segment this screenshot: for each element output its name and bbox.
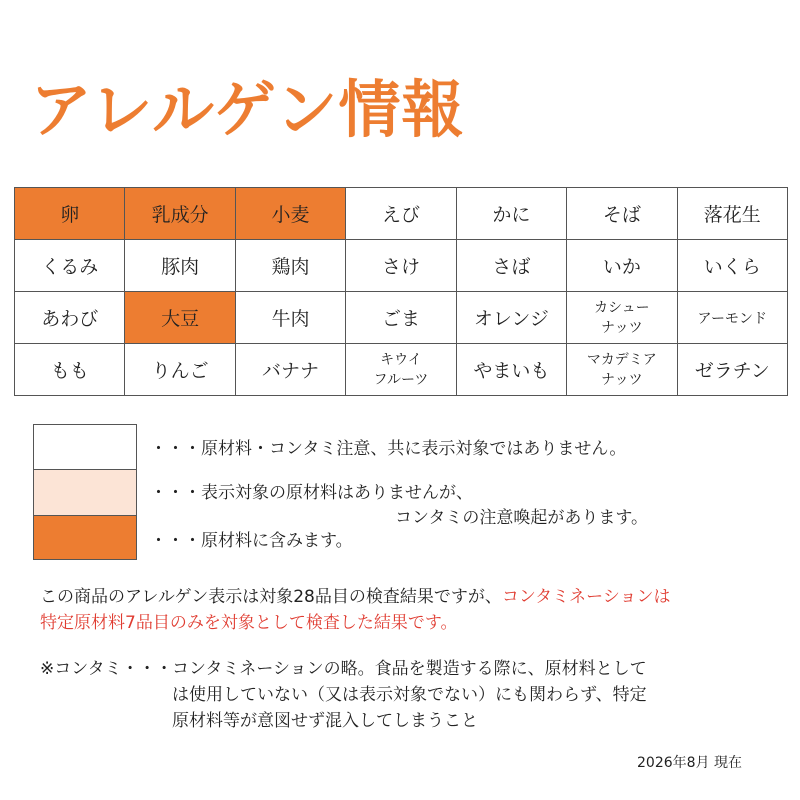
allergen-cell bbox=[346, 188, 456, 240]
footnote-line-3: 原材料等が意図せず混入してしまうこと bbox=[172, 711, 478, 731]
allergen-label: さば bbox=[492, 256, 531, 278]
allergen-label: かに bbox=[492, 204, 531, 226]
allergen-cell bbox=[235, 344, 345, 396]
allergen-label-line2: フルーツ bbox=[373, 371, 429, 388]
legend-swatch-none bbox=[33, 424, 137, 470]
allergen-label: ごま bbox=[381, 308, 420, 330]
allergen-cell bbox=[677, 344, 787, 396]
allergen-cell bbox=[125, 292, 235, 344]
footnote-line-1: コンタミネーションの略。食品を製造する際に、原材料として bbox=[172, 659, 647, 679]
allergen-cell bbox=[15, 188, 125, 240]
allergen-label: あわび bbox=[41, 308, 99, 330]
allergen-cell bbox=[567, 292, 677, 344]
allergen-cell bbox=[567, 344, 677, 396]
test-note-text: この商品のアレルゲン表示は対象28品目の検査結果ですが、 bbox=[40, 587, 502, 607]
allergen-cell bbox=[235, 188, 345, 240]
allergen-label: アーモンド bbox=[697, 310, 768, 327]
allergen-table bbox=[14, 187, 788, 396]
allergen-cell bbox=[456, 188, 566, 240]
allergen-cell bbox=[15, 344, 125, 396]
allergen-cell bbox=[125, 344, 235, 396]
allergen-label: そば bbox=[602, 204, 641, 226]
allergen-label: 牛肉 bbox=[271, 308, 310, 330]
allergen-cell bbox=[15, 240, 125, 292]
test-note bbox=[40, 584, 671, 636]
allergen-cell bbox=[677, 292, 787, 344]
allergen-cell bbox=[235, 292, 345, 344]
allergen-label: オレンジ bbox=[473, 308, 549, 330]
allergen-label: えび bbox=[381, 204, 420, 226]
allergen-row bbox=[15, 188, 788, 240]
test-note-highlight-1: コンタミネーションは bbox=[501, 587, 671, 607]
allergen-label: やまいも bbox=[473, 360, 550, 382]
allergen-label: 乳成分 bbox=[151, 204, 209, 226]
allergen-cell bbox=[456, 292, 566, 344]
legend-swatch-contained bbox=[33, 515, 137, 560]
allergen-label: 小麦 bbox=[271, 204, 310, 226]
legend-text-contamination-2: コンタミの注意喚起があります。 bbox=[395, 508, 648, 528]
allergen-cell bbox=[567, 240, 677, 292]
allergen-label: 卵 bbox=[60, 204, 80, 226]
allergen-row bbox=[15, 292, 788, 344]
legend-text-contamination-1: ・・・表示対象の原材料はありませんが、 bbox=[150, 483, 473, 503]
allergen-cell bbox=[456, 344, 566, 396]
allergen-cell bbox=[346, 240, 456, 292]
allergen-cell bbox=[677, 188, 787, 240]
allergen-cell bbox=[567, 188, 677, 240]
allergen-label: カシュー bbox=[593, 299, 650, 316]
allergen-label: 豚肉 bbox=[161, 256, 200, 278]
page-title: アレルゲン情報 bbox=[30, 73, 465, 146]
allergen-cell bbox=[125, 188, 235, 240]
allergen-label: ゼラチン bbox=[694, 360, 770, 382]
footnote-label: ※コンタミ・・・ bbox=[40, 659, 173, 679]
allergen-cell bbox=[456, 240, 566, 292]
allergen-cell bbox=[677, 240, 787, 292]
allergen-label-line2: ナッツ bbox=[600, 319, 643, 336]
allergen-cell bbox=[346, 344, 456, 396]
allergen-row bbox=[15, 344, 788, 396]
allergen-label: キウイ bbox=[380, 351, 422, 368]
allergen-cell bbox=[235, 240, 345, 292]
allergen-label-line2: ナッツ bbox=[600, 371, 643, 388]
allergen-label: バナナ bbox=[262, 360, 320, 382]
legend-text-contained: ・・・原材料に含みます。 bbox=[150, 531, 353, 551]
allergen-label: 大豆 bbox=[161, 308, 200, 330]
allergen-label: 鶏肉 bbox=[271, 256, 310, 278]
allergen-label: さけ bbox=[381, 256, 420, 278]
legend-swatch-contamination bbox=[33, 469, 137, 516]
allergen-label: もも bbox=[50, 360, 89, 382]
test-note-highlight-2: 特定原材料7品目のみを対象として検査した結果です。 bbox=[40, 613, 458, 633]
allergen-label: マカデミア bbox=[586, 351, 657, 368]
allergen-row bbox=[15, 240, 788, 292]
allergen-label: いくら bbox=[703, 256, 761, 278]
allergen-label: くるみ bbox=[41, 256, 99, 278]
allergen-cell bbox=[125, 240, 235, 292]
date-label: 2026年8月 現在 bbox=[637, 755, 742, 771]
allergen-cell bbox=[346, 292, 456, 344]
allergen-label: いか bbox=[602, 256, 641, 278]
allergen-cell bbox=[15, 292, 125, 344]
footnote-line-2: は使用していない（又は表示対象でない）にも関わらず、特定 bbox=[172, 685, 647, 705]
legend-text-none: ・・・原材料・コンタミ注意、共に表示対象ではありません。 bbox=[150, 439, 627, 459]
allergen-label: 落花生 bbox=[703, 204, 761, 226]
allergen-label: りんご bbox=[151, 360, 209, 382]
